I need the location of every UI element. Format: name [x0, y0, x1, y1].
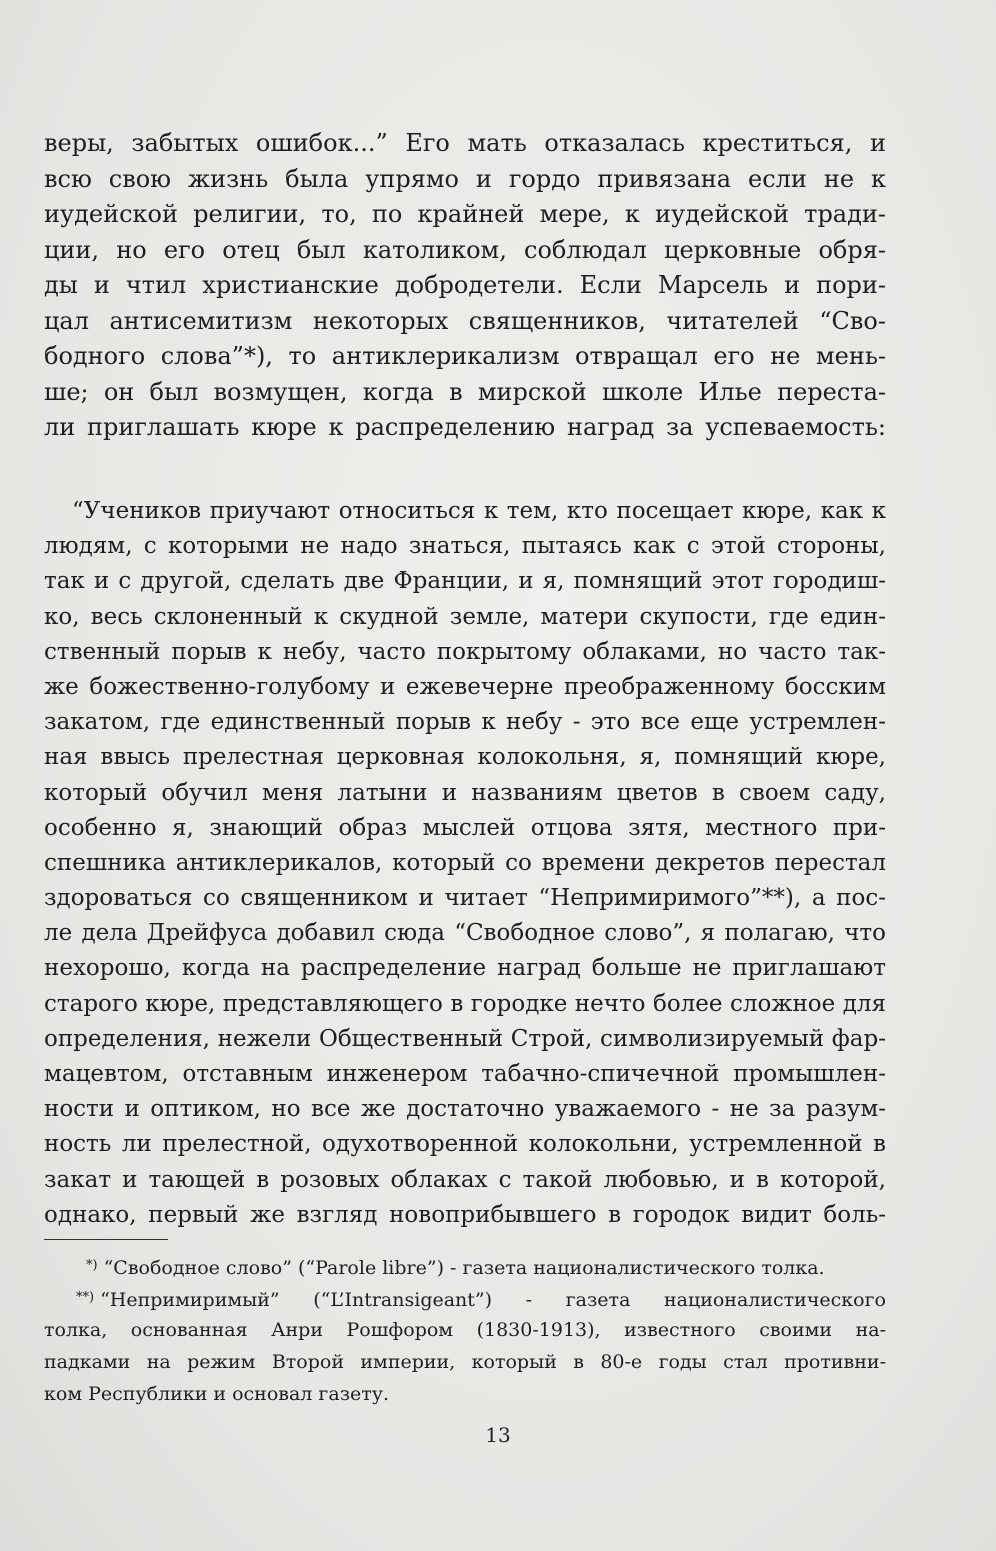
text-line: бодного слова”*), то антиклерикализм отвращал его не мень-	[44, 342, 886, 370]
text-line: ко, весь склоненный к скудной земле, матери скупости, где един-	[44, 603, 886, 630]
text-line: ды и чтил христианские добродетели. Если Марсель и пори-	[44, 271, 886, 299]
footnote-2-line: падками на режим Второй империи, который в 80-е годы стал противни-	[44, 1351, 886, 1373]
paragraph-main	[44, 126, 886, 446]
text-line: иудейской религии, то, по крайней мере, к иудейской тради-	[44, 200, 886, 228]
text-line: ность ли прелестной, одухотворенной колокольни, устремленной в	[44, 1131, 886, 1158]
page-number: 13	[485, 1423, 511, 1447]
footnote-1	[44, 1250, 886, 1282]
footnotes	[44, 1250, 886, 1410]
text-line: спешника антиклерикалов, который со времени декретов перестал	[44, 849, 886, 876]
text-line: ше; он был возмущен, когда в мирской школе Илье переста-	[44, 377, 886, 406]
text-line: “Учеников приучают относиться к тем, кто посещает кюре, как к	[72, 498, 886, 524]
text-line: ная ввысь прелестная церковная колокольня, я, помнящий кюре,	[44, 744, 886, 771]
text-line: же божественно-голубому и ежевечерне преображенному босским	[44, 673, 886, 700]
text-line: цал антисемитизм некоторых священников, читателей “Сво-	[44, 306, 886, 335]
text-line: старого кюре, представляющего в городке нечто более сложное для	[44, 990, 886, 1017]
text-line: ности и оптиком, но все же достаточно уважаемого - не за разум-	[44, 1096, 886, 1123]
footnote-2-text: “Непримиримый” (“L’Intransigeant”) - газета националистического	[100, 1289, 886, 1311]
text-line: закат и тающей в розовых облаках с такой любовью, и в которой,	[44, 1166, 886, 1193]
text-line: однако, первый же взгляд новоприбывшего в городок видит боль-	[44, 1201, 886, 1228]
footnote-1-mark: *)	[86, 1258, 98, 1273]
text-line: ственный порыв к небу, часто покрытому облаками, но часто так-	[44, 638, 886, 665]
footnote-1-text: “Свободное слово” (“Parole libre”) - газета националистического толка.	[103, 1257, 825, 1279]
text-line: закатом, где единственный порыв к небу - это все еще устремлен-	[44, 709, 886, 736]
text-line: который обучил меня латыни и названиям цветов в своем саду,	[44, 779, 886, 806]
text-line: веры, забытых ошибок...” Его мать отказалась креститься, и	[44, 129, 886, 157]
text-line: всю свою жизнь была упрямо и гордо привязана если не к	[44, 164, 886, 193]
quote-paragraph	[44, 494, 886, 1233]
footnote-2	[44, 1282, 886, 1314]
text-line: мацевтом, отставным инженером табачно-спичечной промышлен-	[44, 1061, 886, 1087]
text-line: определения, нежели Общественный Строй, символизируемый фар-	[44, 1025, 886, 1052]
text-line: людям, с которыми не надо знаться, пытаясь как с этой стороны,	[44, 533, 886, 560]
footnote-divider	[44, 1239, 168, 1240]
text-line: ли приглашать кюре к распределению наград за успеваемость:	[44, 413, 886, 441]
text-line: нехорошо, когда на распределение наград больше не приглашают	[44, 955, 886, 982]
footnote-2-line: ком Республики и основал газету.	[44, 1383, 390, 1405]
text-line: особенно я, знающий образ мыслей отцова зятя, местного при-	[44, 814, 886, 841]
text-line: так и с другой, сделать две Франции, и я, помнящий этот городиш-	[44, 568, 886, 595]
text-line: ции, но его отец был католиком, соблюдал церковные обря-	[44, 235, 886, 264]
footnote-2-line: толка, основанная Анри Рошфором (1830-1913), известного своими на-	[44, 1319, 886, 1341]
text-line: ле дела Дрейфуса добавил сюда “Свободное слово”, я полагаю, что	[44, 920, 886, 947]
text-line: здороваться со священником и читает “Непримиримого”**), а пос-	[44, 885, 886, 912]
footnote-2-mark: **)	[76, 1290, 95, 1305]
